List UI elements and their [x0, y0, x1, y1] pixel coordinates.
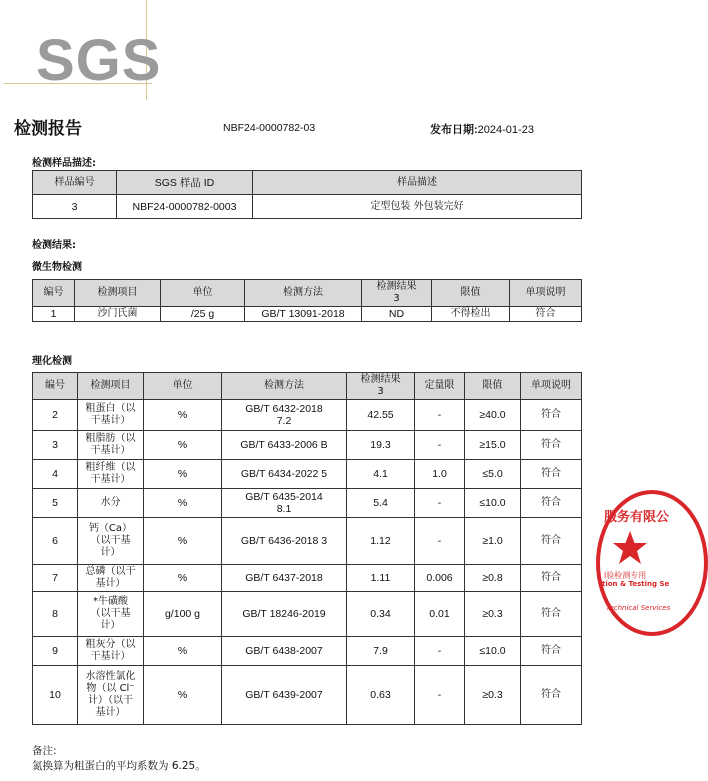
- table-row: [33, 400, 582, 431]
- table-cell: 5.4: [347, 489, 415, 518]
- table-cell: 定型包装 外包装完好: [253, 195, 582, 219]
- table-cell: 符合: [521, 431, 582, 460]
- stamp-middle-english: tion & Testing Se: [602, 580, 670, 588]
- publish-date-value: 2024-01-23: [477, 124, 534, 136]
- physchem-table: [32, 372, 582, 725]
- table-cell: 符合: [521, 592, 582, 637]
- table-cell: 粗灰分（以 干基计）: [78, 637, 144, 666]
- micro-heading: 微生物检测: [32, 262, 82, 273]
- table-cell: 水溶性氯化 物（以 Cl⁻ 计）（以干 基计）: [78, 666, 144, 725]
- notes-text: 氮换算为粗蛋白的平均系数为 6.25。: [32, 760, 206, 772]
- physchem-heading: 理化检测: [32, 356, 72, 367]
- table-cell: GB/T 6433-2006 B: [222, 431, 347, 460]
- table-cell: ≥15.0: [465, 431, 521, 460]
- micro-table-header: [33, 280, 582, 307]
- notes: [32, 744, 206, 774]
- table-cell: GB/T 6437-2018: [222, 565, 347, 592]
- table-cell: 符合: [510, 307, 582, 322]
- table-row: [33, 565, 582, 592]
- physchem-table-header: [33, 373, 582, 400]
- column-header: 单项说明: [521, 373, 582, 400]
- column-header: 单项说明: [510, 280, 582, 307]
- stamp-top-text: 服务有限公: [604, 510, 670, 525]
- table-cell: 符合: [521, 666, 582, 725]
- sample-table: [32, 170, 582, 219]
- table-cell: 0.01: [415, 592, 465, 637]
- table-cell: ND: [362, 307, 432, 322]
- table-cell: 1: [33, 307, 75, 322]
- table-cell: 19.3: [347, 431, 415, 460]
- table-cell: 粗蛋白（以 干基计）: [78, 400, 144, 431]
- star-icon: [612, 530, 648, 566]
- column-header: 编号: [33, 373, 78, 400]
- publish-date-label: 发布日期:: [430, 124, 478, 136]
- table-cell: -: [415, 489, 465, 518]
- table-cell: *牛磺酸 （以干基 计）: [78, 592, 144, 637]
- report-number: NBF24-0000782-03: [223, 122, 316, 134]
- column-header: 检测方法: [222, 373, 347, 400]
- table-cell: ≥40.0: [465, 400, 521, 431]
- table-cell: 0.006: [415, 565, 465, 592]
- table-cell: %: [144, 400, 222, 431]
- table-cell: 符合: [521, 565, 582, 592]
- table-cell: -: [415, 518, 465, 565]
- table-cell: 钙（Ca） （以干基 计）: [78, 518, 144, 565]
- column-header: 限值: [465, 373, 521, 400]
- column-header: 检测结果 3: [347, 373, 415, 400]
- table-cell: ≤10.0: [465, 637, 521, 666]
- table-row: [33, 489, 582, 518]
- table-cell: 8: [33, 592, 78, 637]
- sgs-logo: SGS: [36, 28, 162, 93]
- table-cell: GB/T 13091-2018: [245, 307, 362, 322]
- column-header: 定量限: [415, 373, 465, 400]
- table-cell: 粗脂肪（以 干基计）: [78, 431, 144, 460]
- stamp-bottom-text: Technical Services: [606, 604, 671, 612]
- results-heading: 检测结果:: [32, 240, 76, 251]
- table-cell: 9: [33, 637, 78, 666]
- column-header: 单位: [161, 280, 245, 307]
- table-cell: /25 g: [161, 307, 245, 322]
- table-cell: 0.63: [347, 666, 415, 725]
- table-cell: -: [415, 666, 465, 725]
- table-cell: 粗纤维（以 干基计）: [78, 460, 144, 489]
- publish-date-line: [430, 121, 534, 137]
- table-cell: %: [144, 489, 222, 518]
- table-cell: 3: [33, 431, 78, 460]
- table-cell: %: [144, 565, 222, 592]
- table-cell: %: [144, 431, 222, 460]
- table-cell: GB/T 6438-2007: [222, 637, 347, 666]
- table-cell: 1.0: [415, 460, 465, 489]
- table-cell: NBF24-0000782-0003: [117, 195, 253, 219]
- column-header: 检测项目: [78, 373, 144, 400]
- table-cell: 0.34: [347, 592, 415, 637]
- sample-table-header: [33, 171, 582, 195]
- table-cell: 42.55: [347, 400, 415, 431]
- table-cell: ≤10.0: [465, 489, 521, 518]
- column-header: 检测结果 3: [362, 280, 432, 307]
- table-cell: 符合: [521, 489, 582, 518]
- table-row: [33, 460, 582, 489]
- table-cell: ≥0.8: [465, 565, 521, 592]
- table-cell: 6: [33, 518, 78, 565]
- table-cell: ≥0.3: [465, 592, 521, 637]
- column-header: 单位: [144, 373, 222, 400]
- table-row: [33, 637, 582, 666]
- table-cell: 7.9: [347, 637, 415, 666]
- table-cell: g/100 g: [144, 592, 222, 637]
- table-cell: -: [415, 431, 465, 460]
- table-cell: 2: [33, 400, 78, 431]
- notes-label: 备注:: [32, 745, 57, 757]
- table-cell: %: [144, 460, 222, 489]
- table-cell: GB/T 6434-2022 5: [222, 460, 347, 489]
- table-cell: ≥0.3: [465, 666, 521, 725]
- table-cell: %: [144, 637, 222, 666]
- table-cell: ≤5.0: [465, 460, 521, 489]
- table-row: [33, 431, 582, 460]
- table-cell: 10: [33, 666, 78, 725]
- column-header: SGS 样品 ID: [117, 171, 253, 195]
- table-cell: 沙门氏菌: [75, 307, 161, 322]
- table-cell: 符合: [521, 400, 582, 431]
- column-header: 编号: [33, 280, 75, 307]
- company-seal-stamp: [596, 490, 708, 636]
- table-cell: -: [415, 400, 465, 431]
- table-cell: 4: [33, 460, 78, 489]
- column-header: 样品编号: [33, 171, 117, 195]
- column-header: 检测方法: [245, 280, 362, 307]
- table-cell: ≥1.0: [465, 518, 521, 565]
- table-cell: 符合: [521, 460, 582, 489]
- table-row: [33, 195, 582, 219]
- table-cell: 符合: [521, 518, 582, 565]
- table-row: [33, 307, 582, 322]
- table-cell: %: [144, 666, 222, 725]
- column-header: 样品描述: [253, 171, 582, 195]
- table-row: [33, 666, 582, 725]
- table-row: [33, 592, 582, 637]
- micro-table: [32, 279, 582, 322]
- table-cell: 水分: [78, 489, 144, 518]
- table-cell: 不得检出: [432, 307, 510, 322]
- stamp-middle-text: l验检测专用: [604, 571, 647, 580]
- table-cell: 4.1: [347, 460, 415, 489]
- table-cell: %: [144, 518, 222, 565]
- table-cell: GB/T 6432-2018 7.2: [222, 400, 347, 431]
- table-cell: GB/T 6435-2014 8.1: [222, 489, 347, 518]
- table-cell: 符合: [521, 637, 582, 666]
- table-cell: -: [415, 637, 465, 666]
- table-row: [33, 518, 582, 565]
- table-cell: GB/T 18246-2019: [222, 592, 347, 637]
- sample-section-heading: 检测样品描述:: [32, 158, 96, 169]
- table-cell: 5: [33, 489, 78, 518]
- table-cell: 1.11: [347, 565, 415, 592]
- table-cell: GB/T 6436-2018 3: [222, 518, 347, 565]
- table-cell: 3: [33, 195, 117, 219]
- report-title: 检测报告: [14, 119, 82, 139]
- column-header: 检测项目: [75, 280, 161, 307]
- column-header: 限值: [432, 280, 510, 307]
- table-cell: 总磷（以干 基计）: [78, 565, 144, 592]
- table-cell: GB/T 6439-2007: [222, 666, 347, 725]
- table-cell: 1.12: [347, 518, 415, 565]
- table-cell: 7: [33, 565, 78, 592]
